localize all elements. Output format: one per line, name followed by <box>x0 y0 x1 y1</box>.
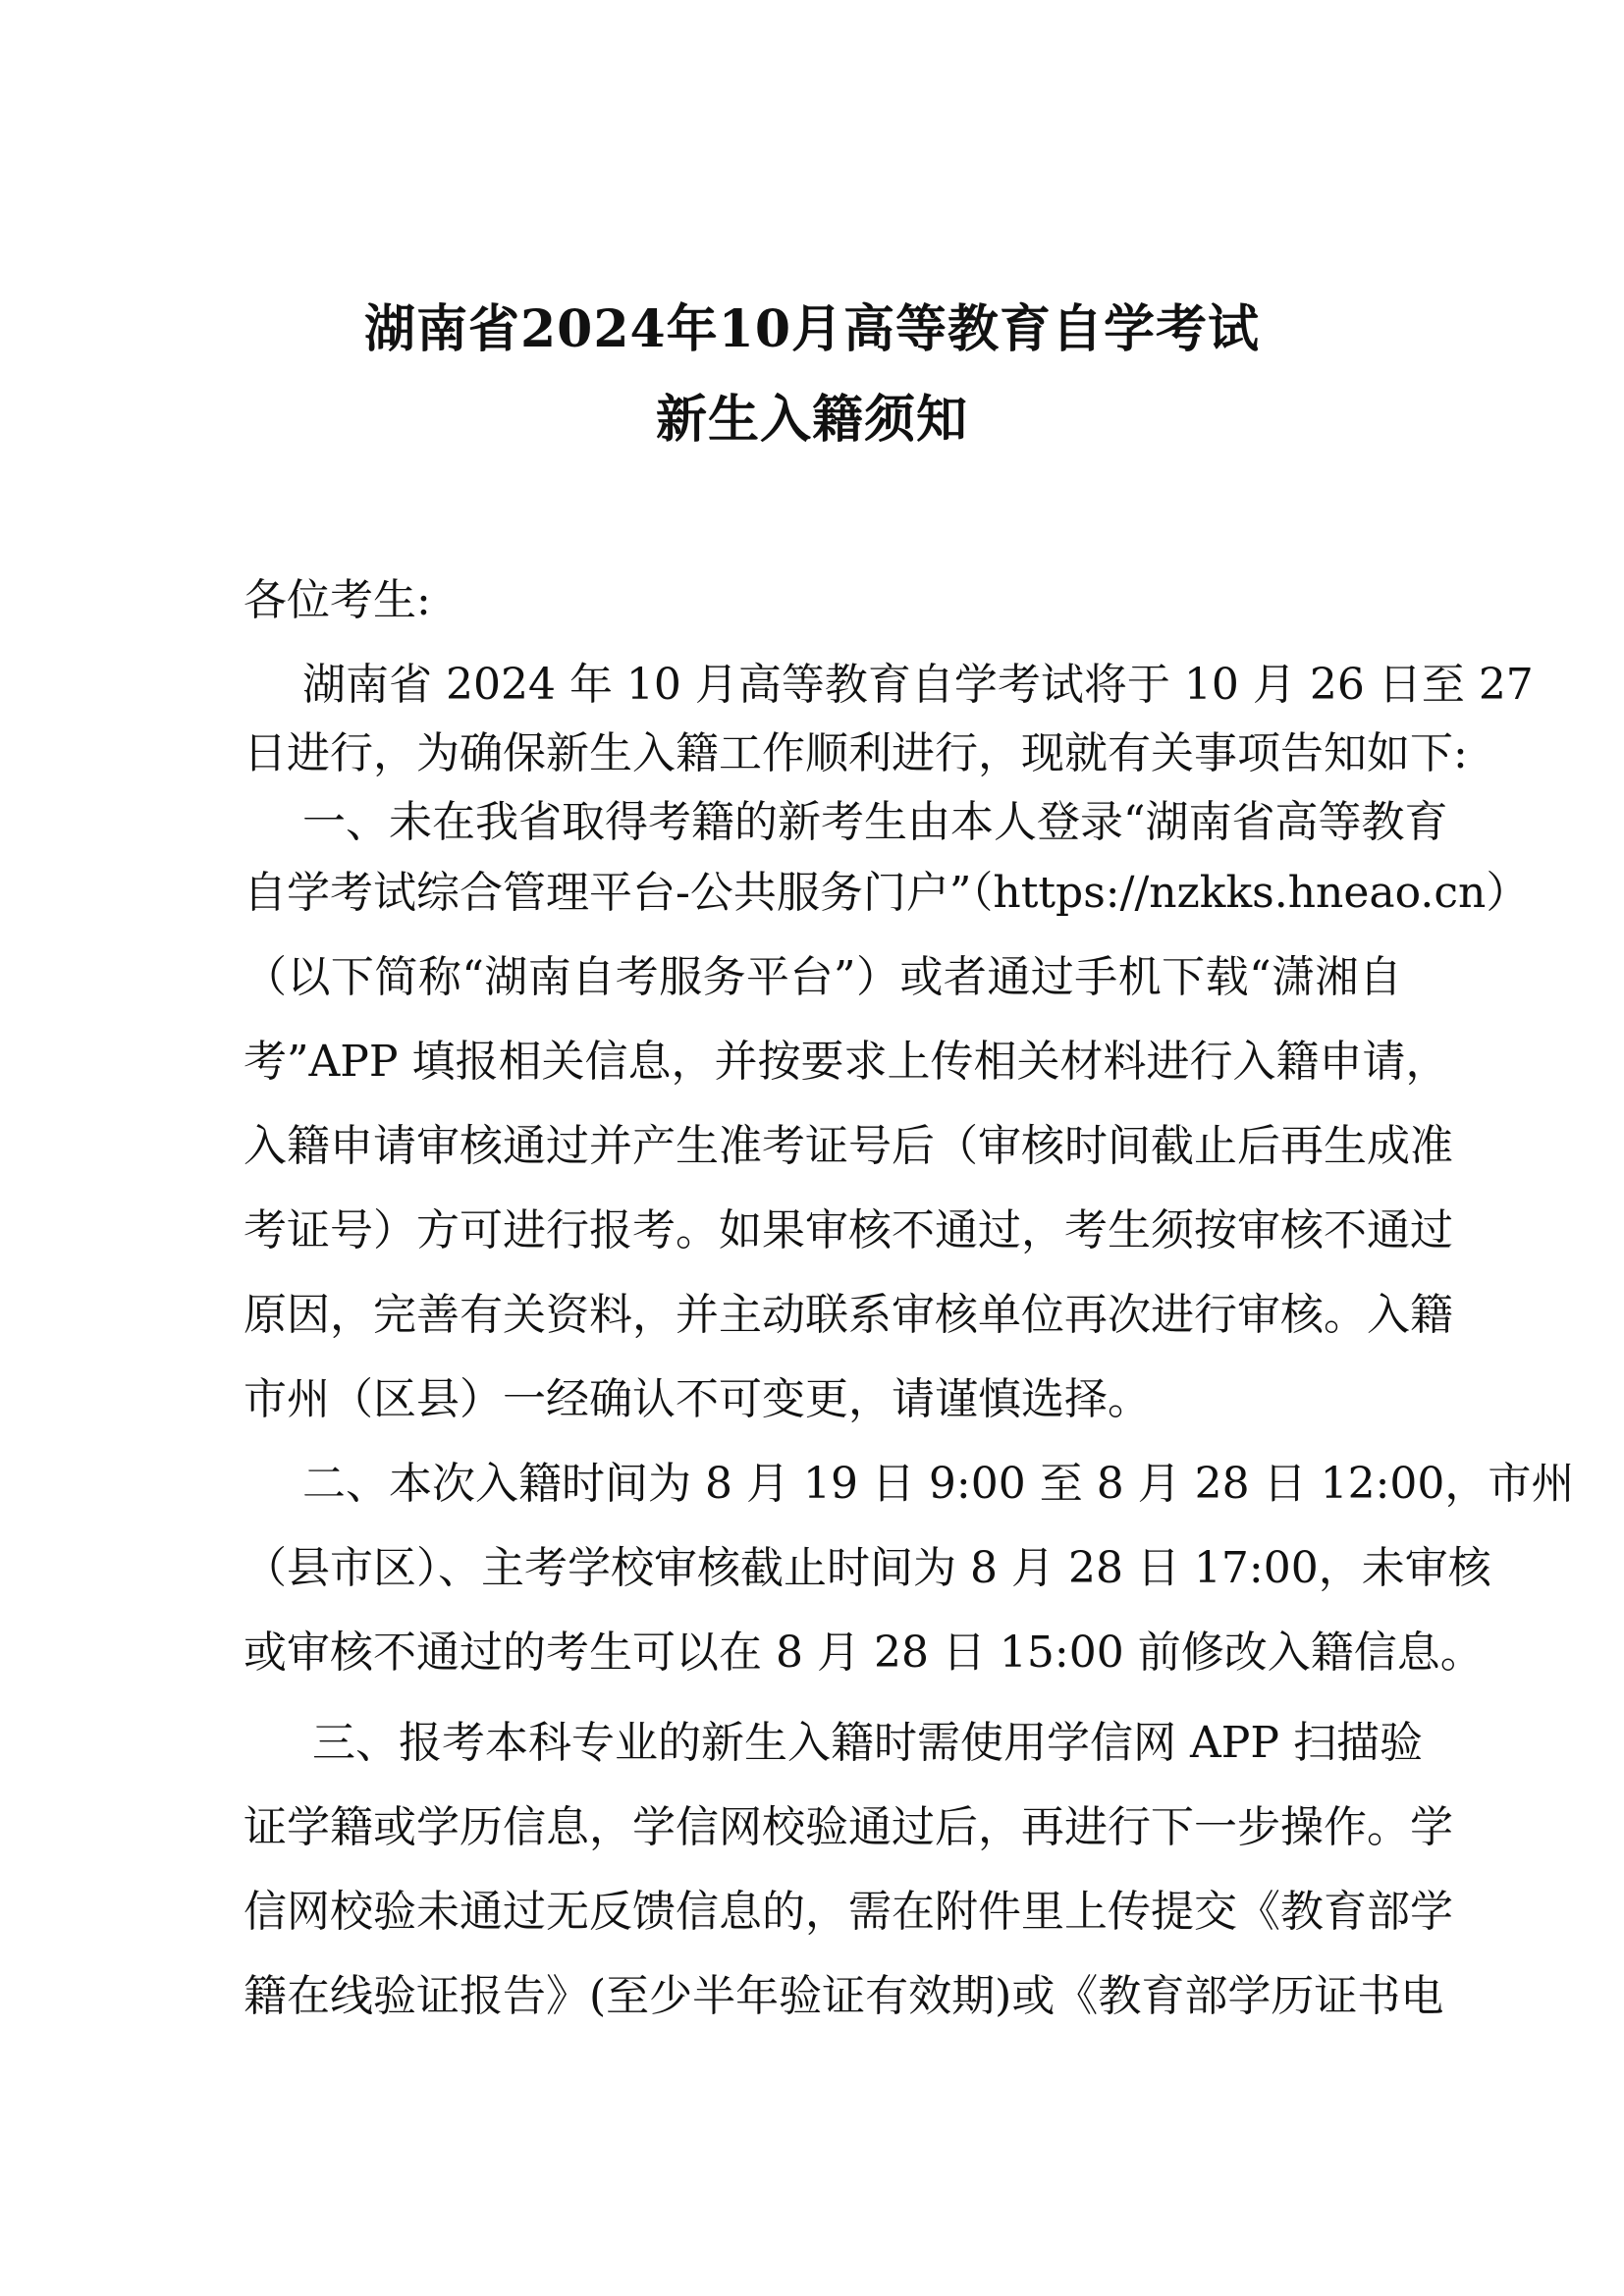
body-line: 或审核不通过的考生可以在 8 月 28 日 15:00 前修改入籍信息。 <box>244 1628 1484 1678</box>
body-line: 信网校验未通过无反馈信息的，需在附件里上传提交《教育部学 <box>244 1887 1453 1937</box>
body-line: 日进行，为确保新生入籍工作顺利进行，现就有关事项告知如下: <box>244 728 1468 778</box>
body-line: 二、本次入籍时间为 8 月 19 日 9:00 至 8 月 28 日 12:00，市州 <box>302 1459 1575 1509</box>
body-line: 证学籍或学历信息，学信网校验通过后，再进行下一步操作。学 <box>244 1802 1453 1852</box>
body-line: 湖南省 2024 年 10 月高等教育自学考试将于 10 月 26 日至 27 <box>302 660 1534 710</box>
salutation: 各位考生: <box>244 575 431 625</box>
document-title-line-1: 湖南省2024年10月高等教育自学考试 <box>363 299 1261 359</box>
body-line: （以下简称“湖南自考服务平台”）或者通过手机下载“潇湘自 <box>244 952 1402 1002</box>
body-line: 一、未在我省取得考籍的新考生由本人登录“湖南省高等教育 <box>302 797 1448 847</box>
document-title-line-2: 新生入籍须知 <box>655 390 968 450</box>
body-line: 自学考试综合管理平台-公共服务门户”（https://nzkks.hneao.cn） <box>244 868 1530 918</box>
body-line: 考”APP 填报相关信息，并按要求上传相关材料进行入籍申请， <box>244 1037 1449 1087</box>
body-line: （县市区）、主考学校审核截止时间为 8 月 28 日 17:00，未审核 <box>244 1543 1491 1593</box>
body-line: 市州（区县）一经确认不可变更，请谨慎选择。 <box>244 1374 1151 1424</box>
body-line: 原因，完善有关资料，并主动联系审核单位再次进行审核。入籍 <box>244 1290 1453 1340</box>
body-line: 入籍申请审核通过并产生准考证号后（审核时间截止后再生成准 <box>244 1121 1453 1171</box>
body-line: 考证号）方可进行报考。如果审核不通过，考生须按审核不通过 <box>244 1205 1453 1255</box>
body-line: 三、报考本科专业的新生入籍时需使用学信网 APP 扫描验 <box>312 1718 1423 1768</box>
body-line: 籍在线验证报告》(至少半年验证有效期)或《教育部学历证书电 <box>244 1971 1444 2021</box>
